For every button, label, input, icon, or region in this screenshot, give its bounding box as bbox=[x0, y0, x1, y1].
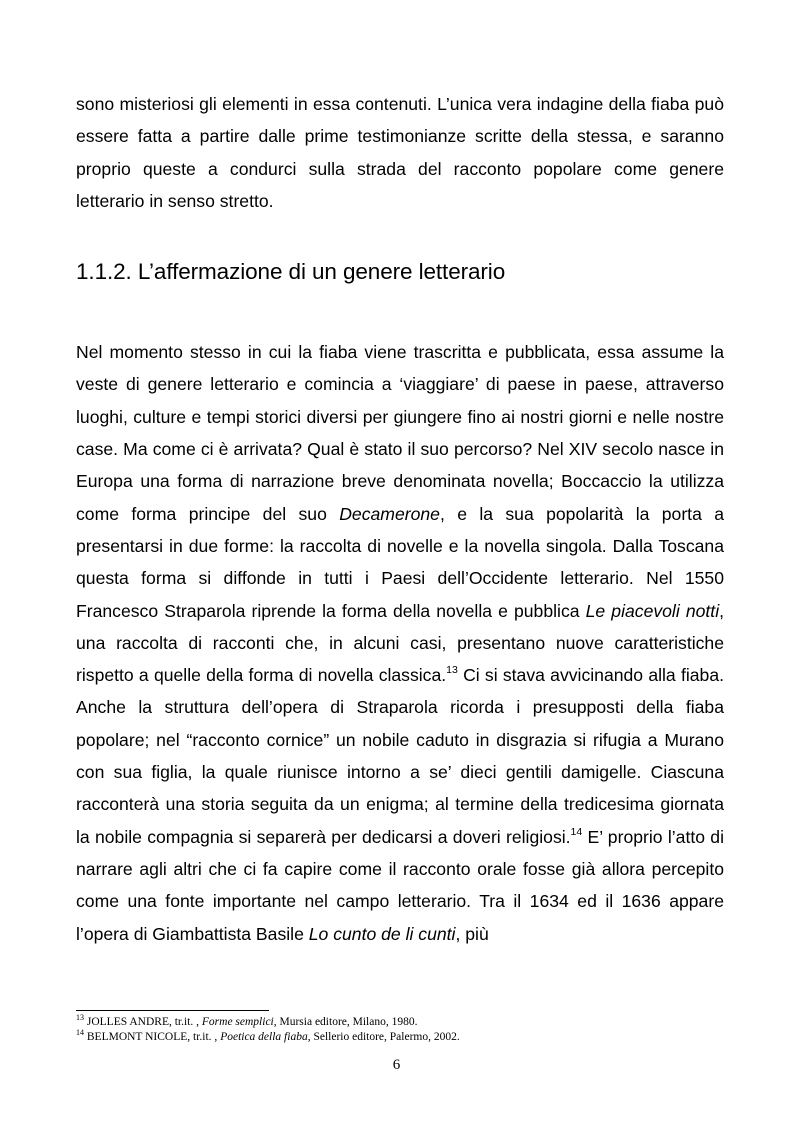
text-run: Nel momento stesso in cui la fiaba viene trascritta e pubblicata, essa assume la veste di genere letterario e comincia a ‘viaggiare’ di paese in paese, attraverso luoghi, culture e tempi storici diversi per giungere fino ai nostri giorni e nelle nostre case. Ma come ci è arrivata? Qual è stato il suo percorso? Nel XIV secolo nasce in Europa una forma di narrazione breve denominata novella; Boccaccio la utilizza come forma principe del suo bbox=[76, 342, 724, 524]
footnote-ref-13[interactable]: 13 bbox=[446, 664, 458, 677]
title-cunto-de-li-cunti: Lo cunto de li cunti bbox=[308, 923, 456, 944]
text-run: E’ proprio l’atto di narrare agli altri che ci fa capire come il racconto orale fosse già allora percepito come una fonte importante nel campo letterario. Tra il 1634 ed il 1636 appare l’opera di Giambattista Basile bbox=[76, 826, 725, 944]
footnote-number: 13 bbox=[76, 1013, 84, 1023]
footnote-title: Forme semplici bbox=[201, 1016, 274, 1028]
footnote-text: BELMONT NICOLE, tr.it. , bbox=[84, 1030, 221, 1043]
footnote-text: JOLLES ANDRE, tr.it. , bbox=[84, 1016, 202, 1028]
footnote-divider bbox=[76, 1010, 269, 1011]
paragraph-intro: sono misteriosi gli elementi in essa contenuti. L’unica vera indagine della fiaba può essere fatta a partire dalle prime testimonianze scritte della stessa, e saranno proprio queste a condurci sulla strada del racconto popolare come genere letterario in senso stretto. bbox=[76, 94, 724, 211]
footnote-title: Poetica della fiaba bbox=[220, 1030, 308, 1043]
footnote-text: , Mursia editore, Milano, 1980. bbox=[273, 1016, 418, 1028]
page-body bbox=[76, 88, 724, 1088]
footnotes bbox=[76, 1015, 724, 1044]
text-run: Ci si stava avvicinando alla fiaba. Anche la struttura dell’opera di Straparola ricorda i presupposti della fiaba popolare; nel “racconto cornice” un nobile caduto in disgrazia si rifugia a Murano con sua figlia, la quale riunisce intorno a se’ dieci gentili damigelle. Ciascuna racconterà una storia seguita da un enigma; al termine della tredicesima giornata la nobile compagnia si separerà per dedicarsi a doveri religiosi. bbox=[76, 665, 724, 847]
footnote-text: , Sellerio editore, Palermo, 2002. bbox=[307, 1030, 460, 1043]
footnote-ref-14[interactable]: 14 bbox=[570, 825, 583, 838]
section-heading: 1.1.2. L’affermazione di un genere letterario bbox=[76, 259, 506, 285]
footnote-13 bbox=[76, 1015, 724, 1030]
page-number: 6 bbox=[392, 1057, 401, 1073]
text-run: , una raccolta di racconti che, in alcuni casi, presentano nuove caratteristiche rispetto a quelle della forma di novella classica. bbox=[76, 600, 724, 686]
text-run: , più bbox=[455, 923, 489, 944]
text-run: , e la sua popolarità la porta a presentarsi in due forme: la raccolta di novelle e la novella singola. Dalla Toscana questa forma si diffonde in tutti i Paesi dell’Occidente letterario. Nel 1550 Francesco Straparola riprende la forma della novella e pubblica bbox=[76, 503, 724, 621]
footnote-number: 14 bbox=[76, 1027, 84, 1037]
paragraph-main bbox=[76, 336, 724, 950]
title-decamerone: Decamerone bbox=[339, 503, 440, 524]
title-piacevoli-notti: Le piacevoli notti bbox=[585, 600, 720, 621]
footnote-14 bbox=[76, 1027, 724, 1045]
